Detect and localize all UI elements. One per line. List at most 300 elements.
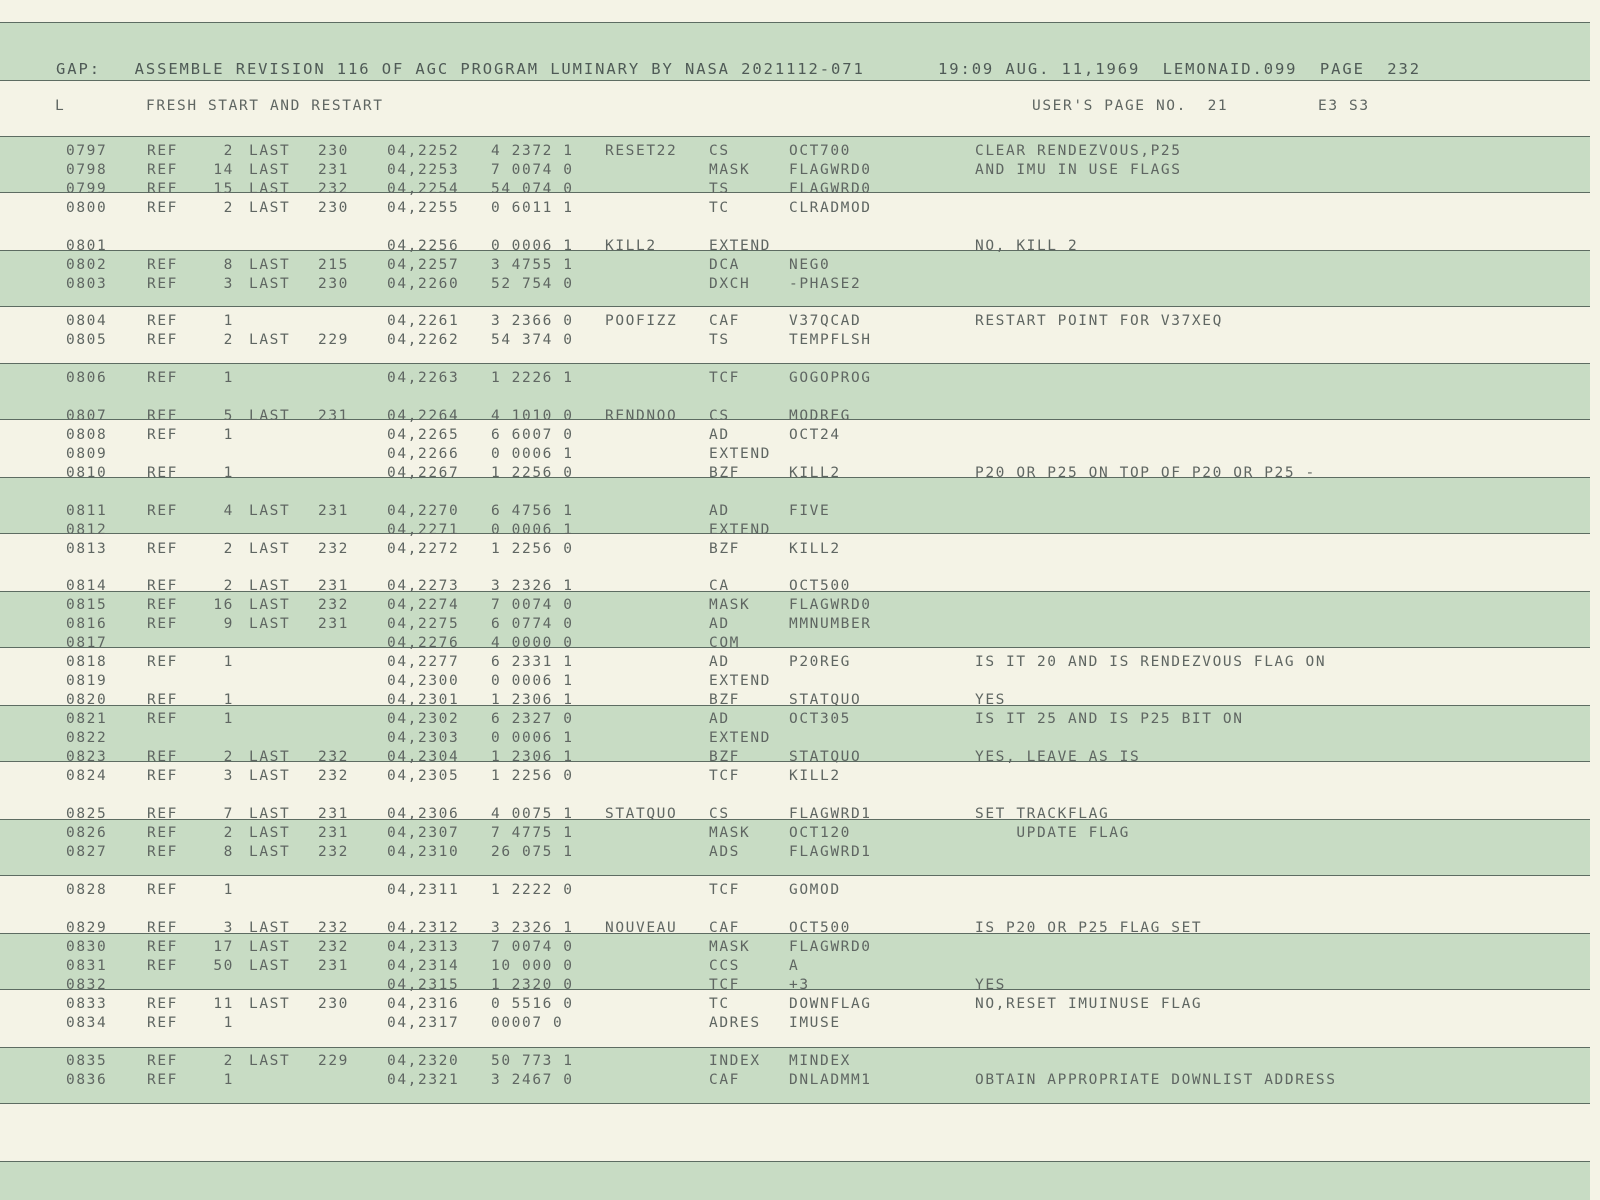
ref-tag: REF [147,332,178,348]
ref-tag: REF [147,427,178,443]
opcode: TS [709,181,730,197]
section-mark: L [55,98,66,114]
memory-address: 04,2320 [387,1053,460,1069]
octal-word: 3 2326 1 [491,578,574,594]
line-number: 0831 [66,958,108,974]
memory-address: 04,2257 [387,257,460,273]
memory-address: 04,2321 [387,1072,460,1088]
last-page: 232 [318,939,349,955]
memory-address: 04,2263 [387,370,460,386]
operand: KILL2 [789,768,841,784]
ref-tag: REF [147,958,178,974]
ref-count: 1 [223,370,234,386]
ref-count: 1 [223,427,234,443]
rule-line [0,250,1590,251]
octal-word: 1 2256 0 [491,768,574,784]
octal-word: 0 0006 1 [491,446,574,462]
opcode: TCF [709,370,740,386]
last-tag: LAST [249,844,291,860]
memory-address: 04,2270 [387,503,460,519]
opcode: TCF [709,768,740,784]
line-number: 0824 [66,768,108,784]
ref-count: 5 [223,408,234,424]
symbol-label: POOFIZZ [605,313,678,329]
comment: RESTART POINT FOR V37XEQ [975,313,1223,329]
octal-word: 0 6011 1 [491,200,574,216]
ref-count: 1 [223,313,234,329]
memory-address: 04,2264 [387,408,460,424]
opcode: TCF [709,882,740,898]
ref-count: 2 [223,200,234,216]
opcode: TC [709,200,730,216]
operand: DOWNFLAG [789,996,872,1012]
memory-address: 04,2304 [387,749,460,765]
opcode: CCS [709,958,740,974]
last-page: 231 [318,958,349,974]
comment: NO,RESET IMUINUSE FLAG [975,996,1203,1012]
octal-word: 0 0006 1 [491,522,574,538]
ref-count: 16 [213,597,234,613]
ref-count: 1 [223,711,234,727]
memory-address: 04,2255 [387,200,460,216]
ref-tag: REF [147,503,178,519]
comment: AND IMU IN USE FLAGS [975,162,1182,178]
last-tag: LAST [249,200,291,216]
line-number: 0820 [66,692,108,708]
octal-word: 0 5516 0 [491,996,574,1012]
last-tag: LAST [249,257,291,273]
octal-word: 3 4755 1 [491,257,574,273]
last-tag: LAST [249,806,291,822]
last-page: 229 [318,1053,349,1069]
rule-line [0,1161,1590,1162]
ref-count: 1 [223,882,234,898]
last-tag: LAST [249,939,291,955]
ref-count: 3 [223,920,234,936]
opcode: BZF [709,692,740,708]
octal-word: 6 0774 0 [491,616,574,632]
memory-address: 04,2256 [387,238,460,254]
opcode: AD [709,616,730,632]
line-number: 0834 [66,1015,108,1031]
opcode: CS [709,806,730,822]
comment: SET TRACKFLAG [975,806,1110,822]
ref-tag: REF [147,825,178,841]
ref-tag: REF [147,654,178,670]
operand: FLAGWRD0 [789,181,872,197]
memory-address: 04,2301 [387,692,460,708]
opcode: MASK [709,825,751,841]
last-page: 231 [318,503,349,519]
ref-tag: REF [147,844,178,860]
operand: CLRADMOD [789,200,872,216]
last-tag: LAST [249,616,291,632]
operand: FLAGWRD0 [789,162,872,178]
last-tag: LAST [249,578,291,594]
comment: CLEAR RENDEZVOUS,P25 [975,143,1182,159]
operand: -PHASE2 [789,276,862,292]
line-number: 0823 [66,749,108,765]
last-tag: LAST [249,503,291,519]
ref-tag: REF [147,939,178,955]
ref-count: 2 [223,143,234,159]
line-number: 0833 [66,996,108,1012]
line-number: 0806 [66,370,108,386]
octal-word: 54 074 0 [491,181,574,197]
last-page: 231 [318,408,349,424]
memory-address: 04,2302 [387,711,460,727]
line-number: 0826 [66,825,108,841]
last-tag: LAST [249,1053,291,1069]
ref-count: 17 [213,939,234,955]
opcode: TCF [709,977,740,993]
octal-word: 3 2467 0 [491,1072,574,1088]
ref-tag: REF [147,370,178,386]
last-tag: LAST [249,958,291,974]
octal-word: 1 2306 1 [491,692,574,708]
opcode: EXTEND [709,673,771,689]
operand: NEG0 [789,257,831,273]
octal-word: 6 2331 1 [491,654,574,670]
ref-tag: REF [147,162,178,178]
operand: FLAGWRD0 [789,597,872,613]
line-number: 0835 [66,1053,108,1069]
opcode: MASK [709,939,751,955]
opcode: INDEX [709,1053,761,1069]
memory-address: 04,2277 [387,654,460,670]
last-tag: LAST [249,749,291,765]
ref-tag: REF [147,1072,178,1088]
memory-address: 04,2272 [387,541,460,557]
last-tag: LAST [249,332,291,348]
ref-tag: REF [147,257,178,273]
ref-tag: REF [147,276,178,292]
last-tag: LAST [249,143,291,159]
octal-word: 1 2256 0 [491,465,574,481]
last-page: 232 [318,920,349,936]
line-number: 0828 [66,882,108,898]
octal-word: 6 6007 0 [491,427,574,443]
line-number: 0832 [66,977,108,993]
comment: YES [975,977,1006,993]
last-page: 232 [318,749,349,765]
line-number: 0825 [66,806,108,822]
ref-tag: REF [147,408,178,424]
ref-count: 15 [213,181,234,197]
ref-tag: REF [147,749,178,765]
rule-line [0,80,1590,81]
line-number: 0798 [66,162,108,178]
ref-count: 1 [223,465,234,481]
last-page: 232 [318,768,349,784]
last-page: 232 [318,181,349,197]
operand: OCT24 [789,427,841,443]
octal-word: 0 0006 1 [491,730,574,746]
page-header-timestamp: 19:09 AUG. 11,1969 LEMONAID.099 PAGE 232 [938,60,1421,78]
ref-tag: REF [147,541,178,557]
opcode: DCA [709,257,740,273]
ref-count: 7 [223,806,234,822]
opcode: TS [709,332,730,348]
line-number: 0829 [66,920,108,936]
ref-count: 2 [223,578,234,594]
ref-tag: REF [147,616,178,632]
octal-word: 1 2320 0 [491,977,574,993]
memory-address: 04,2311 [387,882,460,898]
rule-line [0,647,1590,648]
comment: IS P20 OR P25 FLAG SET [975,920,1203,936]
ref-tag: REF [147,200,178,216]
line-number: 0803 [66,276,108,292]
operand: V37QCAD [789,313,862,329]
operand: P20REG [789,654,851,670]
octal-word: 6 2327 0 [491,711,574,727]
ref-count: 2 [223,825,234,841]
operand: DNLADMM1 [789,1072,872,1088]
last-page: 230 [318,200,349,216]
line-number: 0815 [66,597,108,613]
memory-address: 04,2317 [387,1015,460,1031]
operand: TEMPFLSH [789,332,872,348]
ref-count: 8 [223,844,234,860]
line-number: 0827 [66,844,108,860]
octal-word: 1 2256 0 [491,541,574,557]
ref-count: 2 [223,1053,234,1069]
line-number: 0797 [66,143,108,159]
ref-count: 14 [213,162,234,178]
opcode: CAF [709,1072,740,1088]
octal-word: 26 075 1 [491,844,574,860]
octal-word: 52 754 0 [491,276,574,292]
line-number: 0802 [66,257,108,273]
line-number: 0809 [66,446,108,462]
octal-word: 0 0006 1 [491,238,574,254]
users-page-number: USER'S PAGE NO. 21 [1032,98,1229,114]
last-page: 232 [318,597,349,613]
ref-count: 3 [223,276,234,292]
ref-count: 3 [223,768,234,784]
rule-line [0,22,1590,23]
comment: P20 OR P25 ON TOP OF P20 OR P25 - [975,465,1316,481]
octal-word: 1 2222 0 [491,882,574,898]
ref-tag: REF [147,143,178,159]
ref-count: 1 [223,1015,234,1031]
operand: OCT700 [789,143,851,159]
octal-word: 1 2226 1 [491,370,574,386]
memory-address: 04,2275 [387,616,460,632]
memory-address: 04,2310 [387,844,460,860]
opcode: EXTEND [709,238,771,254]
octal-word: 4 0000 0 [491,635,574,651]
ref-count: 2 [223,332,234,348]
section-code: E3 S3 [1318,98,1370,114]
operand: KILL2 [789,541,841,557]
memory-address: 04,2253 [387,162,460,178]
opcode: CS [709,408,730,424]
memory-address: 04,2306 [387,806,460,822]
comment: YES, LEAVE AS IS [975,749,1141,765]
line-number: 0805 [66,332,108,348]
ref-count: 1 [223,1072,234,1088]
octal-word: 0 0006 1 [491,673,574,689]
line-number: 0801 [66,238,108,254]
symbol-label: KILL2 [605,238,657,254]
ref-tag: REF [147,692,178,708]
line-number: 0836 [66,1072,108,1088]
section-title: FRESH START AND RESTART [146,98,384,114]
comment: OBTAIN APPROPRIATE DOWNLIST ADDRESS [975,1072,1337,1088]
last-tag: LAST [249,996,291,1012]
comment: YES [975,692,1006,708]
last-tag: LAST [249,597,291,613]
operand: FLAGWRD1 [789,844,872,860]
memory-address: 04,2274 [387,597,460,613]
memory-address: 04,2261 [387,313,460,329]
rule-line [0,363,1590,364]
memory-address: 04,2262 [387,332,460,348]
octal-word: 7 0074 0 [491,939,574,955]
line-number: 0818 [66,654,108,670]
line-number: 0800 [66,200,108,216]
octal-word: 10 000 0 [491,958,574,974]
last-page: 232 [318,541,349,557]
last-page: 230 [318,143,349,159]
opcode: EXTEND [709,446,771,462]
line-number: 0813 [66,541,108,557]
comment: UPDATE FLAG [975,825,1130,841]
comment: NO, KILL 2 [975,238,1079,254]
operand: MMNUMBER [789,616,872,632]
memory-address: 04,2273 [387,578,460,594]
ref-count: 8 [223,257,234,273]
operand: GOMOD [789,882,841,898]
octal-word: 3 2366 0 [491,313,574,329]
last-page: 231 [318,162,349,178]
operand: OCT120 [789,825,851,841]
line-number: 0807 [66,408,108,424]
octal-word: 6 4756 1 [491,503,574,519]
line-number: 0812 [66,522,108,538]
ref-count: 2 [223,749,234,765]
page-header-title: GAP: ASSEMBLE REVISION 116 OF AGC PROGRAM LUMINARY BY NASA 2021112-071 [56,60,865,78]
ref-tag: REF [147,711,178,727]
last-page: 230 [318,996,349,1012]
last-page: 229 [318,332,349,348]
ref-count: 50 [213,958,234,974]
line-number: 0830 [66,939,108,955]
rule-line [0,1047,1590,1048]
ref-tag: REF [147,1053,178,1069]
last-page: 231 [318,616,349,632]
line-number: 0811 [66,503,108,519]
opcode: AD [709,711,730,727]
opcode: AD [709,427,730,443]
operand: OCT500 [789,920,851,936]
operand: GOGOPROG [789,370,872,386]
ref-count: 9 [223,616,234,632]
opcode: AD [709,654,730,670]
last-page: 231 [318,825,349,841]
operand: KILL2 [789,465,841,481]
rule-line [0,875,1590,876]
line-number: 0821 [66,711,108,727]
octal-word: 54 374 0 [491,332,574,348]
last-page: 232 [318,844,349,860]
octal-word: 3 2326 1 [491,920,574,936]
operand: FIVE [789,503,831,519]
memory-address: 04,2303 [387,730,460,746]
last-tag: LAST [249,162,291,178]
comment: IS IT 25 AND IS P25 BIT ON [975,711,1244,727]
rule-line [0,1103,1590,1104]
opcode: TC [709,996,730,1012]
opcode: BZF [709,749,740,765]
opcode: EXTEND [709,730,771,746]
line-number: 0799 [66,181,108,197]
symbol-label: STATQUO [605,806,678,822]
last-page: 215 [318,257,349,273]
line-number: 0819 [66,673,108,689]
opcode: MASK [709,597,751,613]
opcode: CAF [709,313,740,329]
ref-tag: REF [147,1015,178,1031]
line-number: 0810 [66,465,108,481]
symbol-label: RESET22 [605,143,678,159]
operand: +3 [789,977,810,993]
memory-address: 04,2265 [387,427,460,443]
operand: MINDEX [789,1053,851,1069]
ref-tag: REF [147,465,178,481]
operand: MODREG [789,408,851,424]
operand: FLAGWRD1 [789,806,872,822]
last-tag: LAST [249,825,291,841]
opcode: ADRES [709,1015,761,1031]
last-tag: LAST [249,768,291,784]
operand: STATQUO [789,692,862,708]
last-tag: LAST [249,408,291,424]
octal-word: 00007 0 [491,1015,564,1031]
octal-word: 4 0075 1 [491,806,574,822]
opcode: AD [709,503,730,519]
memory-address: 04,2312 [387,920,460,936]
last-tag: LAST [249,276,291,292]
symbol-label: RENDNOO [605,408,678,424]
octal-word: 4 1010 0 [491,408,574,424]
line-number: 0816 [66,616,108,632]
memory-address: 04,2300 [387,673,460,689]
line-number: 0822 [66,730,108,746]
opcode: MASK [709,162,751,178]
memory-address: 04,2313 [387,939,460,955]
line-number: 0814 [66,578,108,594]
operand: STATQUO [789,749,862,765]
memory-address: 04,2267 [387,465,460,481]
last-tag: LAST [249,541,291,557]
line-number: 0817 [66,635,108,651]
last-page: 230 [318,276,349,292]
opcode: CS [709,143,730,159]
opcode: BZF [709,541,740,557]
opcode: CAF [709,920,740,936]
last-page: 231 [318,806,349,822]
opcode: COM [709,635,740,651]
opcode: BZF [709,465,740,481]
octal-word: 7 4775 1 [491,825,574,841]
operand: A [789,958,800,974]
line-number: 0808 [66,427,108,443]
ref-count: 4 [223,503,234,519]
ref-count: 1 [223,692,234,708]
